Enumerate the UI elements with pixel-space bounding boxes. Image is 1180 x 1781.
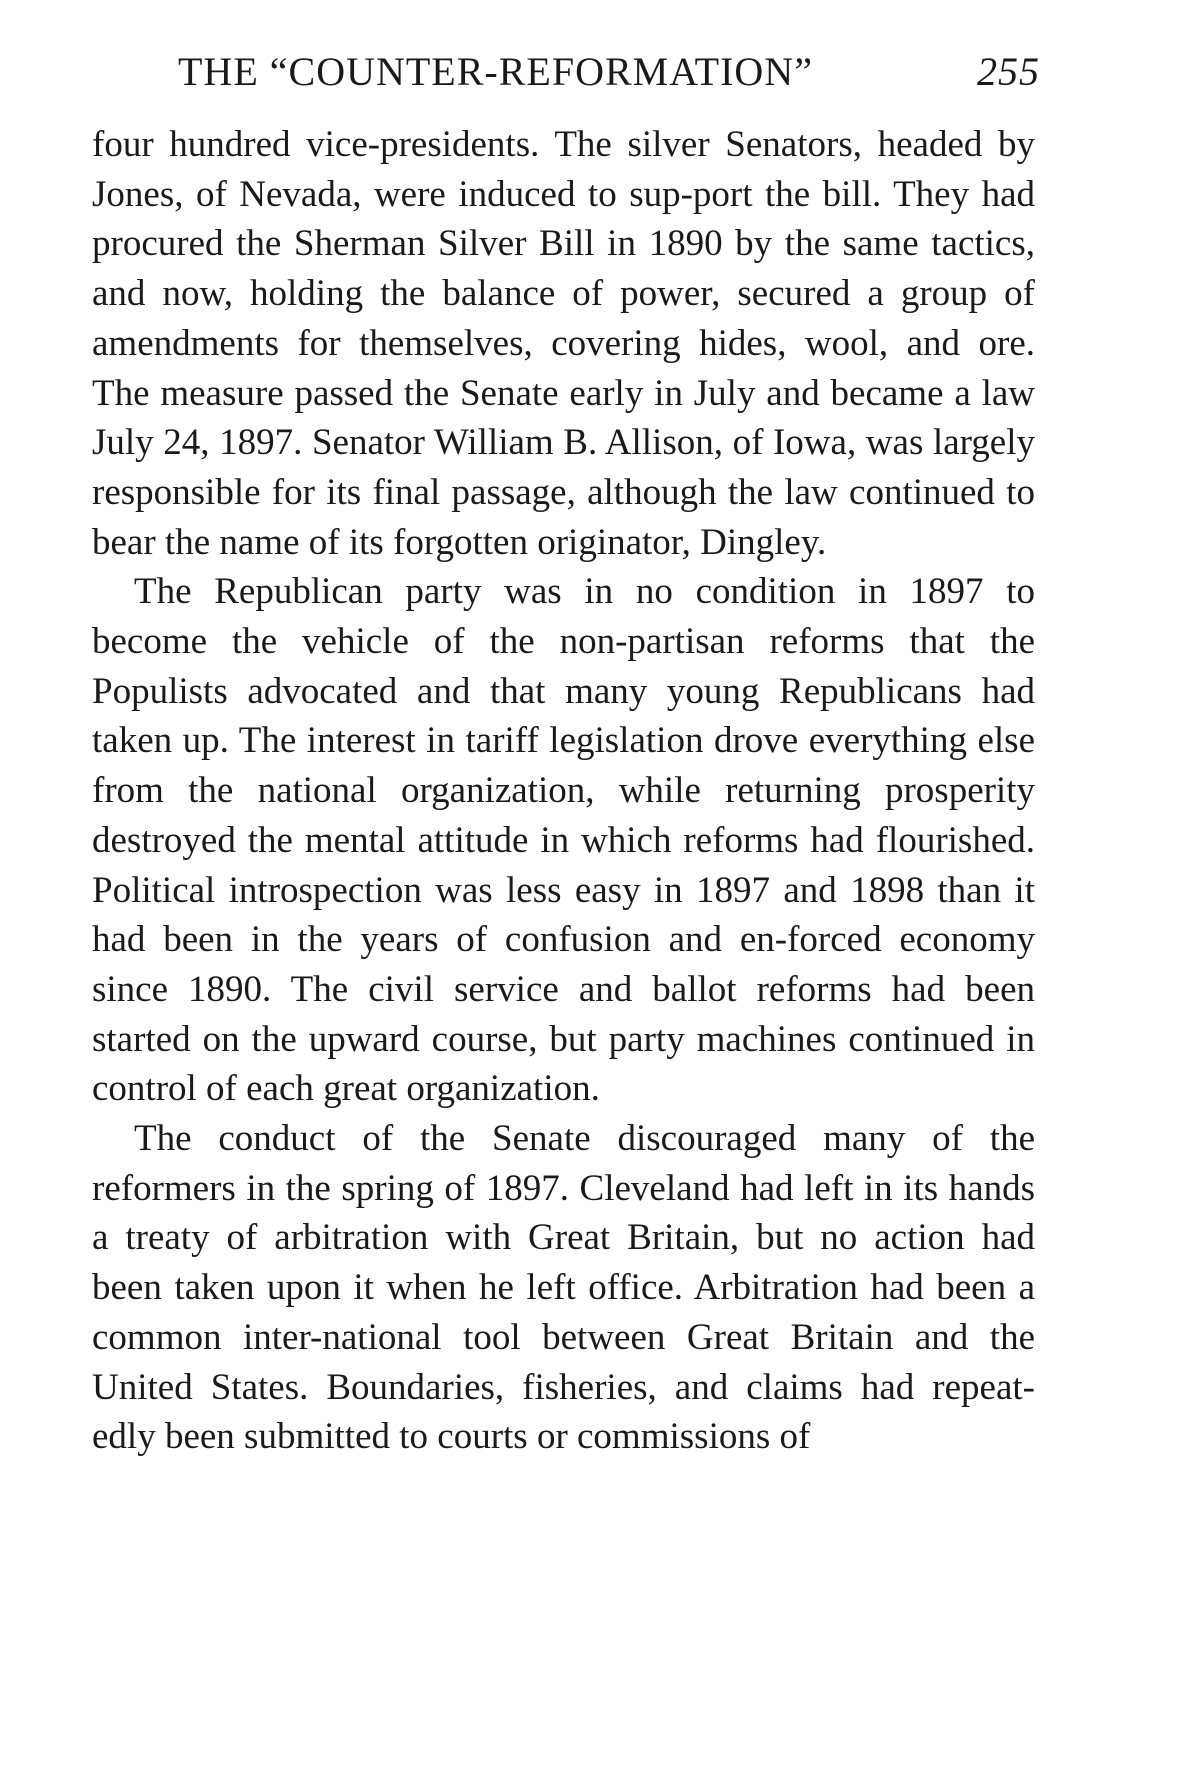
page-number: 255 [977, 49, 1040, 94]
paragraph-republican-party: The Republican party was in no condition in 1897 to become the vehicle of the non-partisan reforms that the Populists advocated and that many young Republicans had taken up. The interest in tariff legislation drove everything else from the national organization, while returning prosperity destroyed the mental attitude in which reforms had flourished. Political introspection was less easy in 1897 and 1898 than it had been in the years of confusion and en-forced economy since 1890. The civil service and ballot reforms had been started on the upward course, but party machines continued in control of each great organization. [92, 571, 1035, 1110]
running-title: THE “COUNTER-REFORMATION” [178, 49, 813, 94]
paragraph-continued: four hundred vice-presidents. The silver Senators, headed by Jones, of Nevada, were induced to sup-port the bill. They had procured the Sherman Silver Bill in 1890 by the same tactics, and now, holding the balance of power, secured a group of amendments for themselves, covering hides, wool, and ore. The measure passed the Senate early in July and became a law July 24, 1897. Senator William B. Allison, of Iowa, was largely responsible for its final passage, although the law continued to bear the name of its forgotten originator, Dingley. [92, 124, 1035, 563]
running-head [90, 48, 1040, 108]
body-text [92, 120, 1035, 1462]
paragraph-senate-conduct: The conduct of the Senate discouraged many of the reformers in the spring of 1897. Cleveland had left in its hands a treaty of arbitration with Great Britain, but no action had been taken upon it when he left office. Arbitration had been a common inter-national tool between Great Britain and the United States. Boundaries, fisheries, and claims had repeat-edly been submitted to courts or commissions of [92, 1118, 1035, 1458]
